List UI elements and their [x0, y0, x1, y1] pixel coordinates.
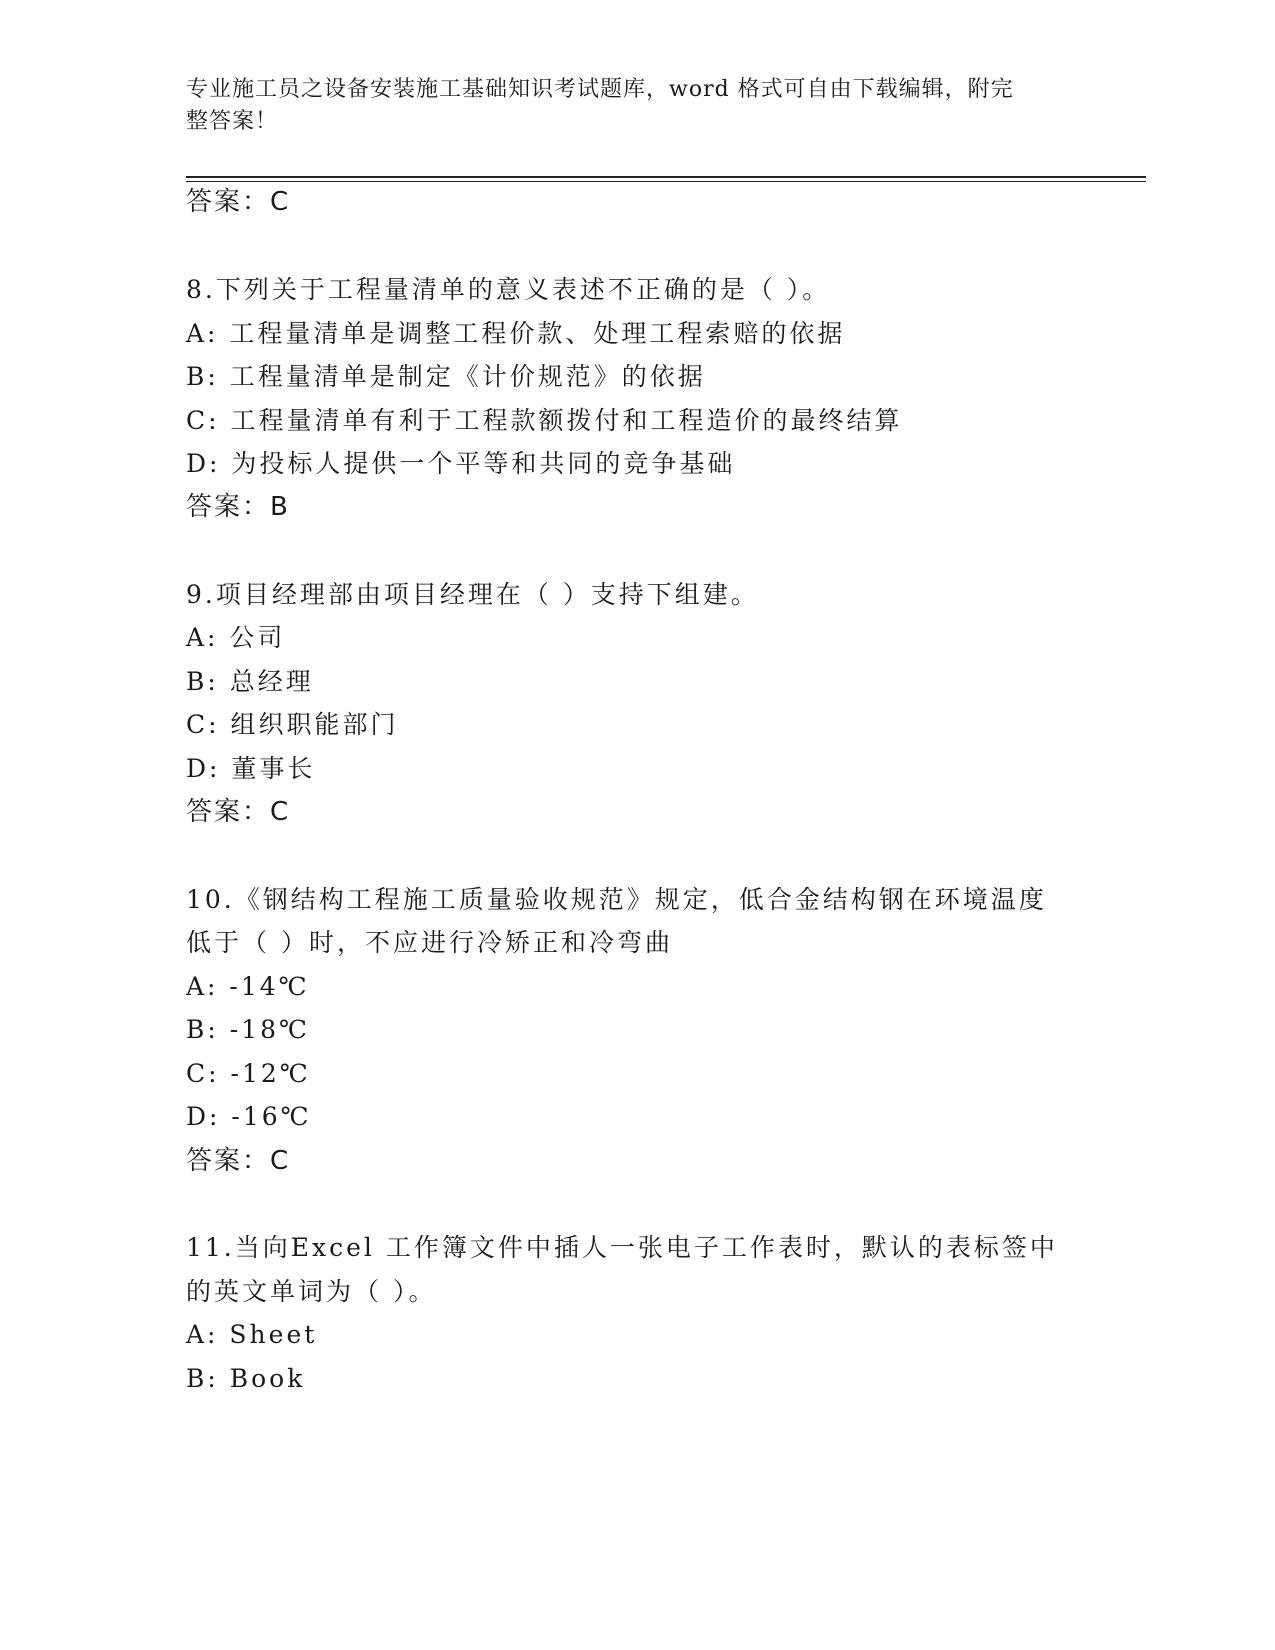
question-10-stem-line-2: 低于（ ）时，不应进行冷矫正和冷弯曲 — [186, 928, 673, 957]
question-8-stem: 8.下列关于工程量清单的意义表述不正确的是（ ）。 — [186, 275, 831, 304]
answer-label: 答案：C — [186, 187, 291, 217]
question-8-answer: 答案：B — [186, 492, 290, 522]
header-divider-thin — [186, 181, 1146, 182]
question-9-option-b: B: 总经理 — [186, 667, 314, 696]
question-10-stem-line-1: 10.《钢结构工程施工质量验收规范》规定，低合金结构钢在环境温度 — [186, 885, 1047, 914]
question-11-stem-line-1: 11.当向Excel 工作簿文件中插人一张电子工作表时，默认的表标签中 — [186, 1233, 1058, 1262]
question-9-option-a: A: 公司 — [186, 623, 286, 652]
question-9-option-c: C: 组织职能部门 — [186, 710, 399, 739]
question-9-stem: 9.项目经理部由项目经理在（ ）支持下组建。 — [186, 580, 759, 609]
question-8-option-d: D: 为投标人提供一个平等和共同的竞争基础 — [186, 449, 736, 478]
question-10-option-d: D: -16℃ — [186, 1102, 312, 1131]
question-9-answer: 答案：C — [186, 797, 291, 827]
header-line-1: 专业施工员之设备安装施工基础知识考试题库，word 格式可自由下载编辑，附完 — [186, 77, 1014, 102]
header-line-2: 整答案！ — [186, 109, 279, 134]
question-9-option-d: D: 董事长 — [186, 754, 316, 783]
question-10-option-b: B: -18℃ — [186, 1015, 310, 1044]
question-10-option-c: C: -12℃ — [186, 1059, 311, 1088]
header-divider-thick — [186, 176, 1146, 178]
question-11-option-a: A: Sheet — [186, 1320, 318, 1349]
question-10-answer: 答案：C — [186, 1146, 291, 1176]
question-8-option-a: A: 工程量清单是调整工程价款、处理工程索赔的依据 — [186, 319, 846, 348]
question-11-stem-line-2: 的英文单词为（ ）。 — [186, 1277, 437, 1306]
question-8-option-b: B: 工程量清单是制定《计价规范》的依据 — [186, 362, 706, 391]
question-8-option-c: C: 工程量清单有利于工程款额拨付和工程造价的最终结算 — [186, 406, 903, 435]
question-11-option-b: B: Book — [186, 1364, 306, 1393]
document-header — [186, 74, 1066, 138]
question-10-option-a: A: -14℃ — [186, 972, 310, 1001]
